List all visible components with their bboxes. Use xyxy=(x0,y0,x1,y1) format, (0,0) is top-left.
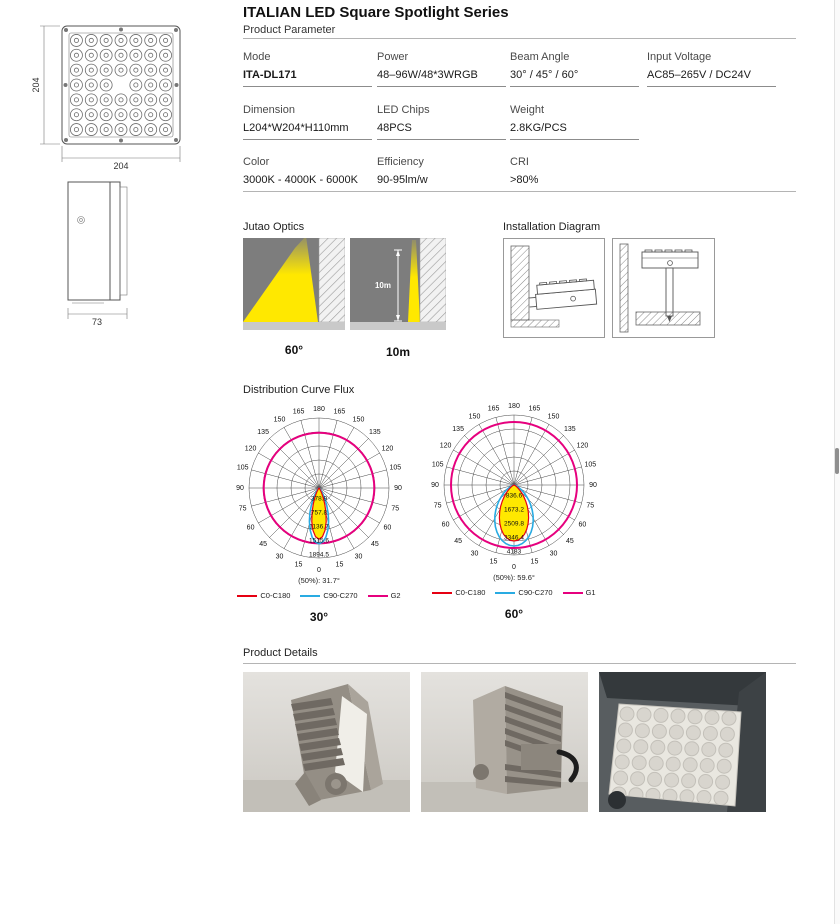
legend-item: G1 xyxy=(563,588,596,597)
svg-text:1673.2: 1673.2 xyxy=(504,506,524,514)
svg-text:75: 75 xyxy=(586,502,595,510)
section-installation-diagram: Installation Diagram xyxy=(503,221,601,233)
svg-text:120: 120 xyxy=(439,442,452,450)
svg-text:4183: 4183 xyxy=(506,548,522,556)
svg-text:15: 15 xyxy=(294,561,303,569)
svg-text:1136.7: 1136.7 xyxy=(309,523,329,531)
svg-text:150: 150 xyxy=(273,416,286,424)
section-distribution-curve: Distribution Curve Flux xyxy=(243,384,355,396)
distribution-chart-30 xyxy=(230,402,408,624)
svg-text:836.6: 836.6 xyxy=(505,492,523,500)
svg-text:135: 135 xyxy=(564,426,576,434)
scrollbar-thumb[interactable] xyxy=(835,448,839,474)
svg-text:30: 30 xyxy=(470,550,479,558)
svg-text:10m: 10m xyxy=(374,281,392,290)
svg-text:90: 90 xyxy=(589,482,597,489)
param-beam-angle: Beam Angle 30° / 45° / 60° xyxy=(510,51,639,87)
beam-angle-caption: 60° xyxy=(284,343,304,357)
chart-caption: 30° xyxy=(309,610,329,624)
scrollbar-track[interactable] xyxy=(834,0,840,924)
svg-text:30: 30 xyxy=(275,553,284,561)
svg-text:120: 120 xyxy=(576,442,589,450)
installation-pole-mount xyxy=(612,238,715,338)
section-product-details: Product Details xyxy=(243,647,318,659)
polar-chart-30 xyxy=(230,402,408,574)
beam-distance-caption: 10m xyxy=(385,345,411,359)
svg-text:45: 45 xyxy=(454,537,463,545)
svg-text:30: 30 xyxy=(354,553,363,561)
svg-text:15: 15 xyxy=(335,561,344,569)
svg-text:135: 135 xyxy=(369,429,381,437)
legend-item: G2 xyxy=(368,591,401,600)
svg-text:30: 30 xyxy=(549,550,558,558)
legend-item: C0-C180 xyxy=(237,591,290,600)
svg-text:45: 45 xyxy=(259,540,268,548)
page-title: ITALIAN LED Square Spotlight Series xyxy=(243,4,509,21)
section-jutao-optics: Jutao Optics xyxy=(243,221,305,233)
beam-angle-illustration xyxy=(243,238,345,338)
installation-wall-mount xyxy=(503,238,605,338)
divider xyxy=(243,191,796,192)
param-power: Power 48–96W/48*3WRGB xyxy=(377,51,506,87)
svg-text:165: 165 xyxy=(528,405,541,413)
param-weight: Weight 2.8KG/PCS xyxy=(510,104,639,140)
param-mode: Mode ITA-DL171 xyxy=(243,51,372,87)
svg-text:150: 150 xyxy=(468,413,481,421)
svg-text:150: 150 xyxy=(352,416,365,424)
param-input-voltage: Input Voltage AC85–265V / DC24V xyxy=(647,51,776,87)
chart-legend xyxy=(432,588,595,597)
svg-text:165: 165 xyxy=(487,405,500,413)
svg-text:60: 60 xyxy=(441,521,450,529)
beam-angle-annotation: (50%): 31.7° xyxy=(298,576,340,585)
svg-text:75: 75 xyxy=(391,505,400,513)
svg-text:150: 150 xyxy=(547,413,560,421)
divider xyxy=(243,663,796,664)
polar-chart-60 xyxy=(425,399,603,571)
param-led-chips: LED Chips 48PCS xyxy=(377,104,506,140)
svg-text:73: 73 xyxy=(91,317,103,327)
svg-text:204: 204 xyxy=(31,77,41,93)
product-photo-rear xyxy=(421,672,588,812)
svg-text:180: 180 xyxy=(313,406,325,413)
svg-text:180: 180 xyxy=(508,403,520,410)
svg-text:15: 15 xyxy=(530,558,539,566)
svg-text:1515.6: 1515.6 xyxy=(309,537,329,545)
svg-text:204: 204 xyxy=(113,161,129,171)
beam-angle-annotation: (50%): 59.6° xyxy=(493,573,535,582)
divider xyxy=(243,38,796,39)
svg-text:15: 15 xyxy=(489,558,498,566)
svg-text:3346.4: 3346.4 xyxy=(504,534,524,542)
svg-text:165: 165 xyxy=(292,408,305,416)
legend-item: C90-C270 xyxy=(300,591,357,600)
product-photo-side xyxy=(243,672,410,812)
svg-text:105: 105 xyxy=(584,461,597,469)
distribution-chart-60 xyxy=(425,399,603,621)
product-photo-lens xyxy=(599,672,766,812)
svg-text:60: 60 xyxy=(246,524,255,532)
svg-text:120: 120 xyxy=(381,445,394,453)
svg-text:45: 45 xyxy=(370,540,379,548)
svg-text:0: 0 xyxy=(512,564,516,571)
chart-legend xyxy=(237,591,400,600)
svg-text:0: 0 xyxy=(317,567,321,574)
section-product-parameter: Product Parameter xyxy=(243,24,336,36)
svg-text:90: 90 xyxy=(431,482,439,489)
front-view-drawing xyxy=(30,18,210,178)
chart-caption: 60° xyxy=(504,607,524,621)
svg-text:45: 45 xyxy=(565,537,574,545)
svg-text:90: 90 xyxy=(236,485,244,492)
beam-distance-illustration xyxy=(350,238,446,338)
svg-text:105: 105 xyxy=(431,461,444,469)
svg-text:135: 135 xyxy=(257,429,269,437)
svg-text:120: 120 xyxy=(244,445,257,453)
svg-text:75: 75 xyxy=(433,502,442,510)
svg-text:60: 60 xyxy=(383,524,392,532)
svg-text:2509.8: 2509.8 xyxy=(504,520,524,528)
param-cri: CRI >80% xyxy=(510,156,539,186)
svg-text:1894.5: 1894.5 xyxy=(309,551,329,559)
svg-text:378.9: 378.9 xyxy=(310,495,328,503)
param-dimension: Dimension L204*W204*H110mm xyxy=(243,104,372,140)
svg-text:105: 105 xyxy=(389,464,402,472)
svg-text:75: 75 xyxy=(238,505,247,513)
param-efficiency: Efficiency 90-95lm/w xyxy=(377,156,428,186)
svg-text:757.8: 757.8 xyxy=(310,509,328,517)
svg-text:135: 135 xyxy=(452,426,464,434)
side-view-drawing xyxy=(30,172,210,330)
svg-text:165: 165 xyxy=(333,408,346,416)
param-color: Color 3000K - 4000K - 6000K xyxy=(243,156,358,186)
svg-text:90: 90 xyxy=(394,485,402,492)
legend-item: C0-C180 xyxy=(432,588,485,597)
svg-text:105: 105 xyxy=(236,464,249,472)
svg-text:60: 60 xyxy=(578,521,587,529)
legend-item: C90-C270 xyxy=(495,588,552,597)
